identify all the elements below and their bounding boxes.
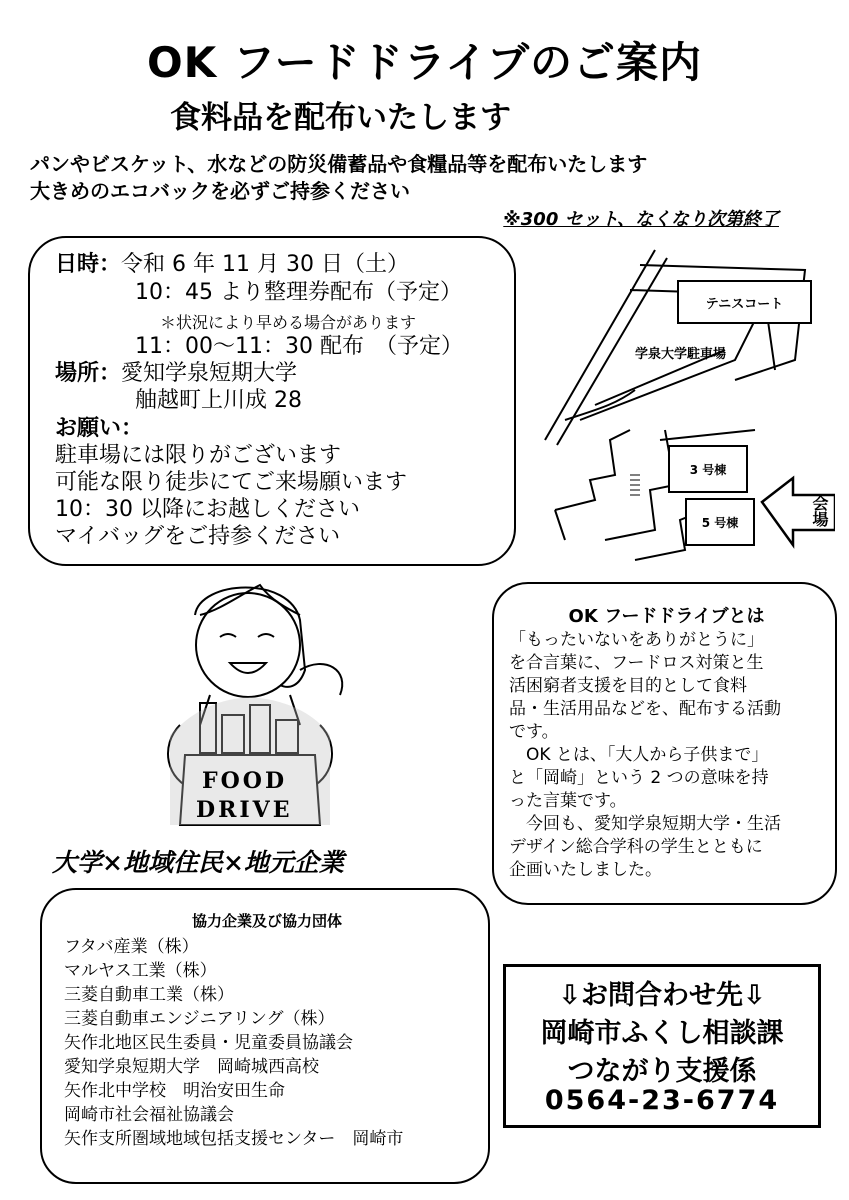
date-label: 日時： xyxy=(55,252,122,277)
date-value: 令和 6 年 11 月 30 日（土） xyxy=(121,252,409,277)
request-item: 可能な限り徒歩にてご来場願います xyxy=(55,470,408,495)
about-line: った言葉です。 xyxy=(509,791,627,811)
date-row xyxy=(55,252,409,278)
about-line: と「岡崎」という 2 つの意味を持 xyxy=(509,768,769,788)
map-tennis-court: テニスコート xyxy=(677,280,812,324)
page-subtitle: 食料品を配布いたします xyxy=(170,100,511,136)
slogan: 大学×地域住民×地元企業 xyxy=(52,848,344,877)
ticket-time: 10：45 より整理券配布（予定） xyxy=(135,280,462,305)
about-line: 品・生活用品などを、配布する活動 xyxy=(509,699,781,719)
quantity-limit-note: ※300 セット、なくなり次第終了 xyxy=(503,209,779,230)
request-item: マイバッグをご持参ください xyxy=(55,524,341,549)
about-line: デザイン総合学科の学生とともに xyxy=(509,837,763,857)
about-line: 「もったいないをありがとうに」 xyxy=(509,630,764,650)
food-drive-illustration xyxy=(140,575,360,840)
contact-heading: ⇩お問合わせ先⇩ xyxy=(558,980,766,1011)
venue-arrow-label: 会場 xyxy=(810,495,829,527)
contact-org: 岡崎市ふくし相談課 xyxy=(540,1018,784,1049)
contact-section: つながり支援係 xyxy=(567,1056,757,1087)
contact-phone[interactable]: 0564-23-6774 xyxy=(544,1085,780,1116)
partner-item: 愛知学泉短期大学 岡崎城西高校 xyxy=(64,1057,319,1077)
about-line: OK とは、「大人から子供まで」 xyxy=(509,745,769,765)
venue-map xyxy=(535,240,835,585)
place-label: 場所： xyxy=(55,361,122,386)
partner-item: 岡崎市社会福祉協議会 xyxy=(64,1105,234,1125)
box-text-drive: DRIVE xyxy=(196,797,293,823)
about-title: OK フードドライブとは xyxy=(568,606,765,627)
partner-item: 矢作北地区民生委員・児童委員協議会 xyxy=(64,1033,353,1053)
distribution-time: 11：00～11：30 配布 （予定） xyxy=(135,334,463,359)
partner-item: フタバ産業（株） xyxy=(64,937,199,957)
intro-line-1: パンやビスケット、水などの防災備蓄品や食糧品等を配布いたします xyxy=(30,152,648,176)
request-item: 駐車場には限りがございます xyxy=(55,443,342,468)
about-line: 企画いたしました。 xyxy=(509,860,662,880)
about-line: を合言葉に、フードロス対策と生 xyxy=(509,653,764,673)
about-box xyxy=(492,582,837,905)
place-name: 愛知学泉短期大学 xyxy=(121,361,298,386)
map-building-3: 3 号棟 xyxy=(668,445,748,493)
box-text-food: FOOD xyxy=(202,768,288,794)
place-address: 舳越町上川成 28 xyxy=(135,388,302,413)
partner-item: 三菱自動車工業（株） xyxy=(64,985,234,1005)
contact-box xyxy=(503,964,821,1128)
page-title: OK フードドライブのご案内 xyxy=(146,38,703,87)
about-line: 活困窮者支援を目的として食料 xyxy=(509,676,747,696)
partner-item: 矢作支所圏域地域包括支援センター 岡崎市 xyxy=(64,1129,404,1149)
partners-title: 協力企業及び協力団体 xyxy=(191,912,342,930)
partner-item: マルヤス工業（株） xyxy=(64,961,217,981)
partners-box xyxy=(40,888,490,1184)
intro-line-2: 大きめのエコバックを必ずご持参ください xyxy=(30,179,410,203)
partner-item: 三菱自動車エンジニアリング（株） xyxy=(64,1009,335,1029)
request-item: 10：30 以降にお越しください xyxy=(55,497,360,522)
about-line: 今回も、愛知学泉短期大学・生活 xyxy=(509,814,781,834)
partner-item: 矢作北中学校 明治安田生命 xyxy=(64,1081,285,1101)
map-building-5: 5 号棟 xyxy=(685,498,755,546)
ticket-note: ＊状況により早める場合があります xyxy=(160,313,417,332)
request-label: お願い： xyxy=(55,416,144,441)
map-parking-label: 学泉大学駐車場 xyxy=(635,347,727,362)
place-row xyxy=(55,361,297,387)
about-line: です。 xyxy=(509,722,559,742)
